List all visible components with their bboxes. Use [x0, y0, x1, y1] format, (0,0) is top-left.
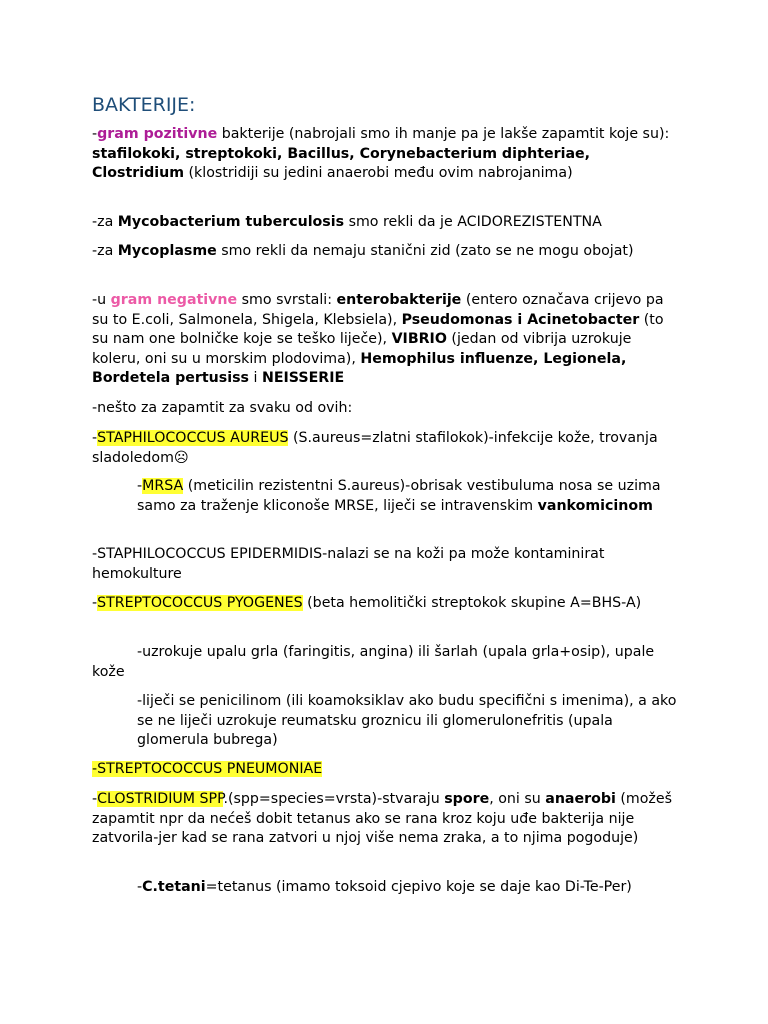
text: (jedan od vibrija uzrokuje koleru, oni su u morskim plodovima), [92, 331, 632, 367]
paragraph-staph-aureus [92, 429, 682, 468]
text: (možeš zapamtit npr da nećeš dobit tetanus ako se rana kroz koju uđe bakterija nije zatvorila-jer kad se rana zatvori u njoj više nema zraka, a to njima pogoduje) [92, 791, 673, 847]
highlighted-term: -STREPTOCOCCUS PNEUMONIAE [92, 761, 323, 777]
vancomycin-term: vankomicinom [537, 497, 653, 514]
highlighted-term: CLOSTRIDIUM SPP [97, 791, 224, 807]
gram-positive-list: stafilokoki, streptokoki, Bacillus, Corynebacterium diphteriae, Clostridium [92, 145, 591, 182]
highlighted-term: MRSA [142, 478, 184, 494]
text: smo rekli da je ACIDOREZISTENTNA [344, 214, 602, 230]
text: (S.aureus=zlatni stafilokok)-infekcije kože, trovanja sladoledom☹ [92, 430, 658, 466]
text: -za [92, 214, 118, 230]
pseudomonas-term: Pseudomonas i Acinetobacter [401, 311, 640, 328]
text: (to su nam one bolničke koje se teško liječe), [92, 311, 664, 348]
paragraph-strep-pyogenes [92, 594, 682, 614]
text: smo svrstali: [237, 292, 337, 308]
paragraph-mrsa [137, 477, 682, 516]
paragraph-mycoplasma [92, 242, 682, 262]
paragraph-pyogenes-treatment: -liječi se penicilinom (ili koamoksiklav ako budu specifični s imenima), a ako se ne liječi uzrokuje reumatsku groznicu ili glomerulonefritis (upala glomerula bubrega) [137, 693, 677, 749]
paragraph-staph-epidermidis: -STAPHILOCOCCUS EPIDERMIDIS-nalazi se na koži pa može kontaminirat hemokulture [92, 546, 605, 582]
paragraph-intro: -nešto za zapamtit za svaku od ovih: [92, 400, 353, 416]
hemophilus-term: Hemophilus influenze, Legionela, Bordetela pertusiss [92, 350, 627, 387]
text: -za [92, 243, 118, 259]
mycoplasma-term: Mycoplasme [117, 243, 217, 259]
spores-term: spore [444, 791, 490, 807]
gram-positive-term: gram pozitivne [97, 126, 218, 142]
text: (meticilin rezistentni S.aureus)-obrisak vestibuluma nosa se uzima samo za traženje kliconoše MRSE, liječi se intravenskim [137, 478, 661, 514]
text: (beta hemolitički streptokok skupine A=BHS-A) [302, 595, 642, 611]
text: bakterije (nabrojali smo ih manje pa je lakše zapamtit koje su): [217, 126, 670, 142]
paragraph-pyogenes-symptoms: -uzrokuje upalu grla (faringitis, angina) ili šarlah (upala grla+osip), upale kože [92, 644, 655, 680]
c-tetani-term: C.tetani [142, 879, 206, 895]
text: i [248, 370, 262, 387]
vibrio-term: VIBRIO [391, 331, 447, 348]
text: - [92, 126, 98, 142]
paragraph-strep-pneumoniae [92, 760, 682, 780]
text: smo rekli da nemaju stanični zid (zato se ne mogu obojat) [216, 243, 634, 259]
text: .(spp=species=vrsta)-stvaraju [223, 791, 445, 807]
highlighted-term: STAPHILOCOCCUS AUREUS [97, 430, 289, 446]
text: (klostridiji su jedini anaerobi među ovim nabrojanima) [184, 165, 573, 182]
text: - [92, 595, 98, 611]
gram-negative-term: gram negativne [110, 292, 238, 308]
anaerobes-term: anaerobi [545, 791, 616, 807]
page-title: BAKTERIJE: [92, 94, 196, 116]
paragraph-mycobacterium [92, 213, 682, 233]
highlighted-term: STREPTOCOCCUS PYOGENES [97, 595, 303, 611]
text: -u [92, 292, 111, 308]
text: - [92, 430, 98, 446]
text: , oni su [489, 791, 546, 807]
text: - [137, 879, 143, 895]
text: =tetanus (imamo toksoid cjepivo koje se daje kao Di-Te-Per) [205, 879, 632, 895]
neisserie-term: NEISSERIE [261, 370, 345, 387]
paragraph-c-tetani [92, 878, 682, 898]
mycobacterium-term: Mycobacterium tuberculosis [117, 214, 345, 230]
enterobacteria-term: enterobakterije [336, 292, 462, 308]
paragraph-gram-positive [92, 125, 682, 184]
paragraph-gram-negative [92, 291, 682, 389]
text: - [92, 791, 98, 807]
text: - [137, 478, 143, 494]
text: (entero označava crijevo pa su to E.coli, Salmonela, Shigela, Klebsiela), [92, 292, 664, 328]
paragraph-clostridium [92, 790, 682, 849]
